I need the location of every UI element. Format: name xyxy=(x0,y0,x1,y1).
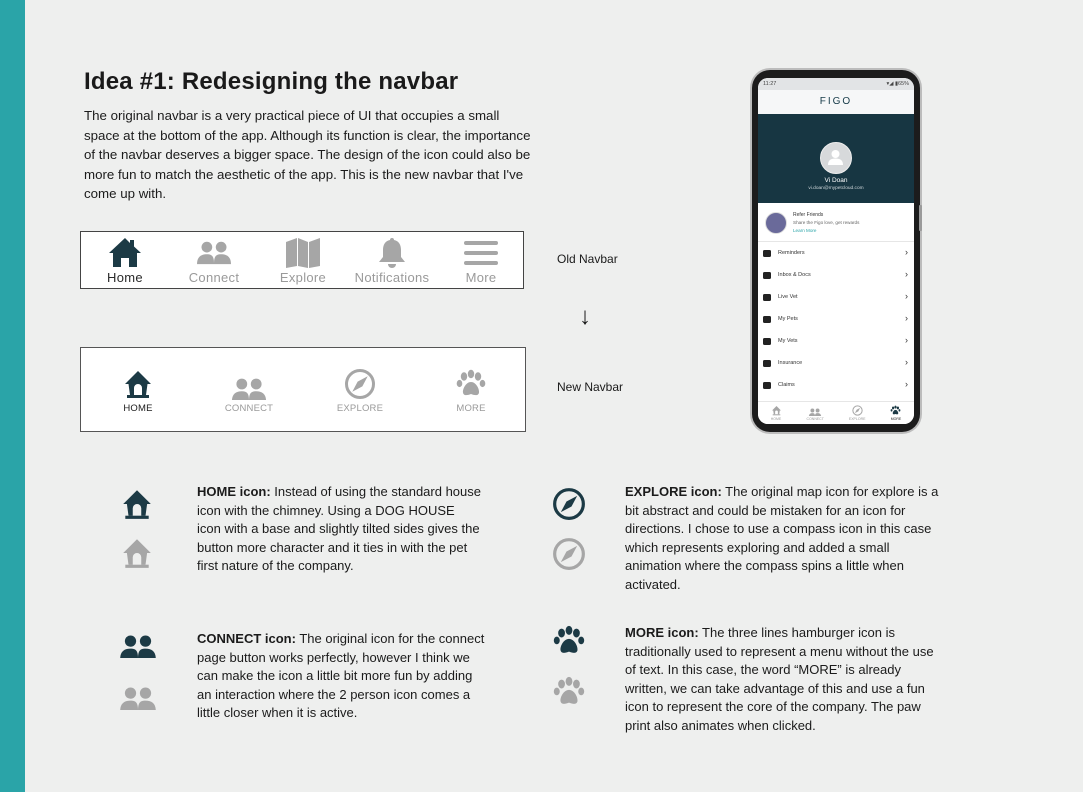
people-icon xyxy=(118,680,158,710)
old-nav-label: More xyxy=(465,270,497,285)
menu-label: Claims xyxy=(778,382,795,388)
phone-nav-explore[interactable] xyxy=(849,405,866,421)
bell-icon xyxy=(374,236,410,269)
new-nav-label: EXPLORE xyxy=(336,403,384,414)
menu-item-insurance[interactable] xyxy=(758,352,914,374)
new-nav-label: HOME xyxy=(123,403,153,414)
menu-item-reminders[interactable] xyxy=(758,242,914,264)
phone-screen xyxy=(758,78,914,424)
user-icon xyxy=(821,143,850,172)
phone-nav-label: MORE xyxy=(890,417,902,421)
status-time: 11:27 xyxy=(763,81,777,87)
dog-house-icon xyxy=(121,368,155,400)
promo-text: Share the Figo love, get rewards xyxy=(793,220,860,225)
home-description xyxy=(197,483,482,576)
more-heading: MORE icon: xyxy=(625,625,699,640)
new-nav-connect[interactable] xyxy=(204,368,294,414)
menu-label: Reminders xyxy=(778,250,805,256)
pet-icon xyxy=(763,316,771,323)
chat-icon xyxy=(763,294,771,301)
more-text: The three lines hamburger icon is traditionally used to represent a menu without the use of text. In this case, the word “MORE” is already written, we can take advantage of this and use a fun icon to represent the core of the company. The paw print also animates when clicked. xyxy=(625,625,934,733)
old-navbar xyxy=(80,231,524,289)
phone-bottom-nav xyxy=(758,401,914,424)
menu-item-my-pets[interactable] xyxy=(758,308,914,330)
learn-more-link[interactable]: Learn More xyxy=(793,228,817,233)
explore-text: The original map icon for explore is a bit abstract and could be mistaken for an icon for directions. I chose to use a compass icon in this case which represents exploring and added a small animation where the compass spins a little when activated. xyxy=(625,484,939,592)
people-icon xyxy=(231,368,267,400)
phone-mockup xyxy=(752,70,920,432)
app-logo: FIGO xyxy=(758,90,914,114)
phone-nav-label: EXPLORE xyxy=(848,417,866,421)
chevron-right-icon: › xyxy=(905,379,908,389)
phone-nav-more[interactable] xyxy=(890,405,901,421)
chevron-right-icon: › xyxy=(905,313,908,323)
new-nav-home[interactable] xyxy=(93,368,183,414)
paw-icon xyxy=(890,405,901,416)
old-nav-label: Explore xyxy=(279,270,327,285)
chevron-right-icon: › xyxy=(905,291,908,301)
medical-bag-icon xyxy=(763,338,771,345)
map-icon xyxy=(285,236,321,269)
old-navbar-caption: Old Navbar xyxy=(557,252,618,266)
alarm-icon xyxy=(763,250,771,257)
old-nav-label: Connect xyxy=(188,270,240,285)
phone-nav-label: HOME xyxy=(770,417,782,421)
paw-icon xyxy=(455,368,487,400)
connect-text: The original icon for the connect page button works perfectly, however I think we can make the icon a little bit more fun by adding an interaction where the 2 person icon comes a little closer when it is active. xyxy=(197,631,485,720)
house-icon xyxy=(107,236,143,269)
avatar[interactable] xyxy=(820,142,852,174)
hamburger-icon xyxy=(463,236,499,269)
phone-nav-home[interactable] xyxy=(771,405,782,421)
chevron-right-icon: › xyxy=(905,357,908,367)
menu-label: My Vets xyxy=(778,338,798,344)
old-nav-notifications[interactable] xyxy=(348,236,436,285)
menu-item-inbox[interactable] xyxy=(758,264,914,286)
compass-icon xyxy=(552,487,586,521)
promo-image xyxy=(765,212,787,234)
menu-item-my-vets[interactable] xyxy=(758,330,914,352)
explore-heading: EXPLORE icon: xyxy=(625,484,722,499)
paw-icon xyxy=(552,624,586,658)
old-nav-explore[interactable] xyxy=(259,236,347,285)
refer-friends-card[interactable] xyxy=(758,203,914,242)
accent-strip xyxy=(0,0,25,792)
intro-paragraph: The original navbar is a very practical piece of UI that occupies a small space at the bottom of the app. Although its function is clear, the importance of the navbar deserves a bigger space. The design of the icon could also be more fun to match the aesthetic of the app. This is the new navbar that I've come up with. xyxy=(84,108,531,202)
more-description xyxy=(625,624,945,735)
explore-description xyxy=(625,483,945,594)
old-nav-more[interactable] xyxy=(437,236,525,285)
inbox-icon xyxy=(763,272,771,279)
new-navbar-caption: New Navbar xyxy=(557,380,624,394)
dog-house-icon xyxy=(119,536,155,570)
compass-icon xyxy=(344,368,376,400)
old-nav-connect[interactable] xyxy=(170,236,258,285)
insurance-icon xyxy=(763,360,771,367)
old-nav-home[interactable] xyxy=(81,236,169,285)
people-icon xyxy=(119,628,157,658)
old-nav-label: Notifications xyxy=(354,270,430,285)
new-nav-label: MORE xyxy=(456,403,486,414)
chevron-right-icon: › xyxy=(905,247,908,257)
profile-name: Vi Doan xyxy=(824,177,848,184)
phone-nav-label: CONNECT xyxy=(806,417,824,421)
new-nav-explore[interactable] xyxy=(315,368,405,414)
home-text: Instead of using the standard house icon with the chimney. Using a DOG HOUSE icon with a base and slightly tilted sides gives the button more character and it ties in with the pet first nature of the company. xyxy=(197,484,481,573)
menu-item-live-vet[interactable] xyxy=(758,286,914,308)
compass-icon xyxy=(552,537,586,571)
people-icon xyxy=(808,405,822,416)
compass-icon xyxy=(852,405,863,416)
dog-house-icon xyxy=(771,405,782,416)
connect-description xyxy=(197,630,485,723)
status-bar xyxy=(758,78,914,90)
menu-label: My Pets xyxy=(778,316,798,322)
menu-label: Inbox & Docs xyxy=(778,272,811,278)
connect-heading: CONNECT icon: xyxy=(197,631,296,646)
menu-label: Insurance xyxy=(778,360,803,366)
old-nav-label: Home xyxy=(107,270,143,285)
profile-email: vi.doan@mypetcloud.com xyxy=(808,186,864,191)
status-battery: ▾◢ ▮65% xyxy=(886,81,909,87)
down-arrow-icon: ↓ xyxy=(579,303,591,330)
page-title: Idea #1: Redesigning the navbar xyxy=(84,68,459,95)
promo-title: Refer Friends xyxy=(793,212,824,218)
menu-label: Live Vet xyxy=(778,294,798,300)
chevron-right-icon: › xyxy=(905,269,908,279)
claims-icon xyxy=(763,382,771,389)
menu-item-claims[interactable] xyxy=(758,374,914,396)
paw-icon xyxy=(552,675,586,709)
new-navbar xyxy=(80,347,526,432)
new-nav-more[interactable] xyxy=(426,368,516,414)
dog-house-icon xyxy=(119,487,155,521)
home-heading: HOME icon: xyxy=(197,484,271,499)
chevron-right-icon: › xyxy=(905,335,908,345)
phone-menu xyxy=(758,242,914,396)
people-icon xyxy=(196,236,232,269)
new-nav-label: CONNECT xyxy=(224,403,274,414)
phone-side-button xyxy=(919,205,922,231)
profile-panel xyxy=(758,114,914,203)
phone-nav-connect[interactable] xyxy=(807,405,824,421)
